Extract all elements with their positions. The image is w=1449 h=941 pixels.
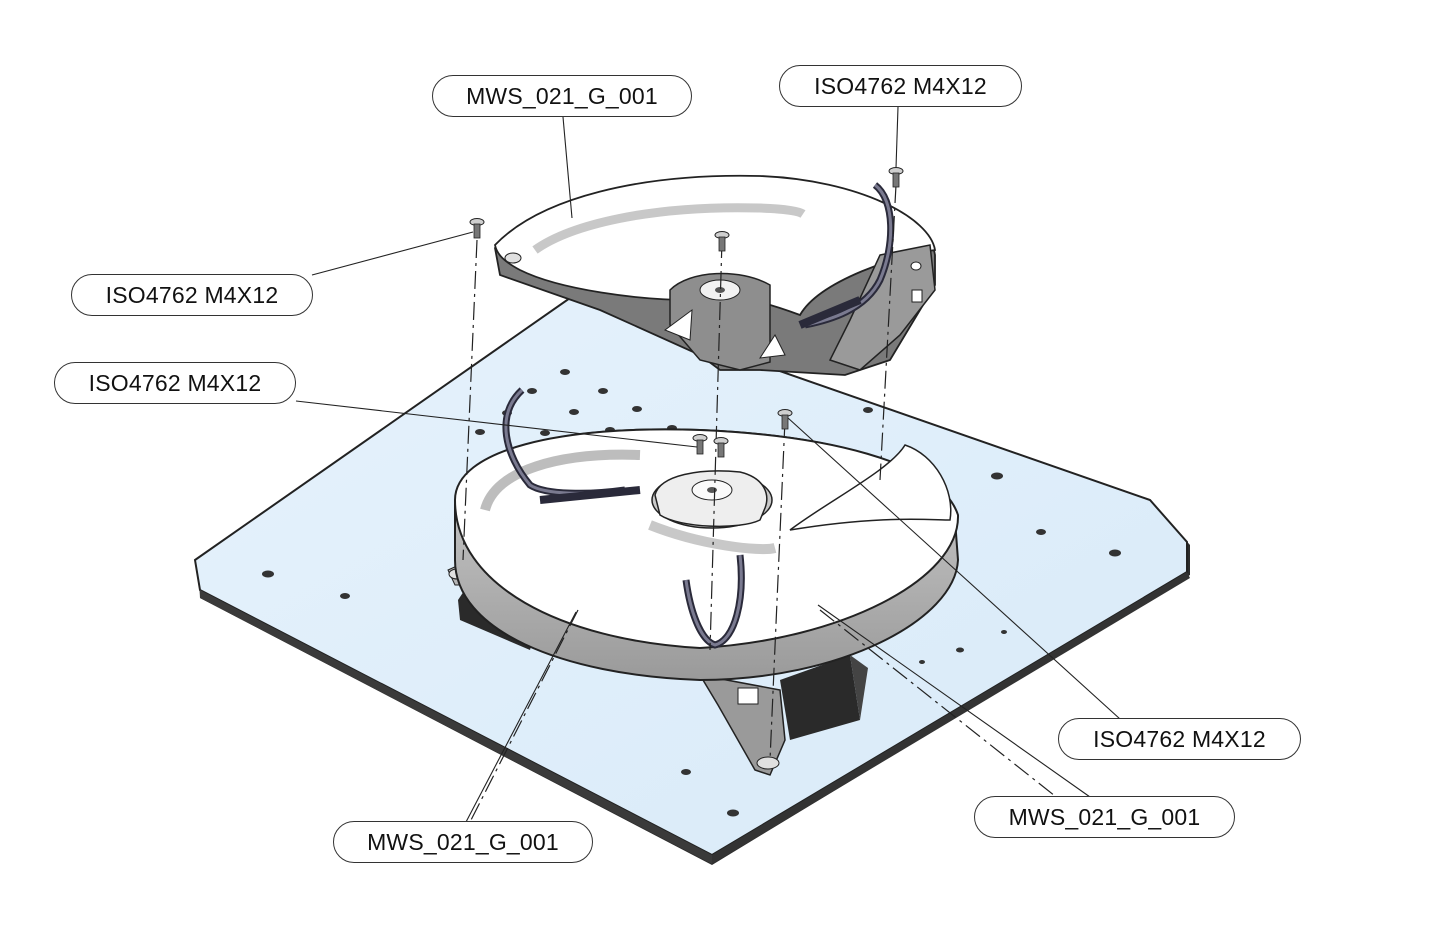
callout-screw-left-upper: ISO4762 M4X12: [71, 274, 313, 316]
callout-screw-top-right: ISO4762 M4X12: [779, 65, 1022, 107]
callout-screw-left-lower: ISO4762 M4X12: [54, 362, 296, 404]
callout-part-top: MWS_021_G_001: [432, 75, 692, 117]
callout-part-bottom-right: MWS_021_G_001: [974, 796, 1235, 838]
callout-part-bottom-left: MWS_021_G_001: [333, 821, 593, 863]
screw-top-right: [889, 168, 903, 188]
callout-screw-right: ISO4762 M4X12: [1058, 718, 1301, 760]
screw-left-top: [470, 219, 484, 239]
